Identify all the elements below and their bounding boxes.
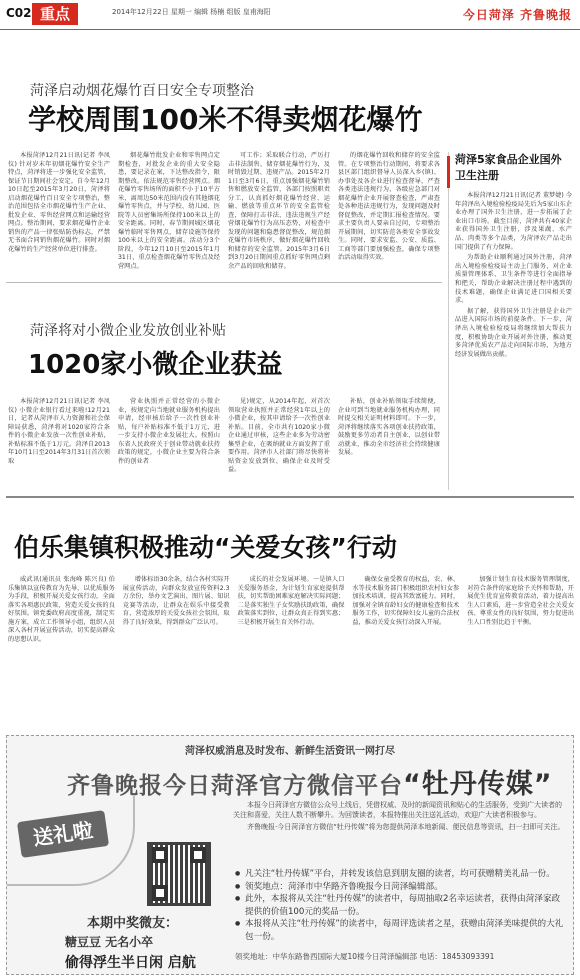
article1-col: 烟花爆竹批发企业和零售网点定期检查，对批发企业的重大安全隐患，要记录在案，下达整改指令，限期整改。依法规范零售经营网点。烟花爆竹零售场所的面积不小于10平方米，离周边50米范围内没有其他烟花爆竹零售点，并与学校、幼儿园、医院等人员密集场所保持100米以上的安全距离。同时，春节期间城区烟花爆竹临时零售网点，储存设施等保持100米以上的安全距离。活动分3个阶段，今年12月10日至2015年1月31日，重点检查烟花爆竹零售点及经营网点。 — [118, 152, 220, 270]
ad-slogan — [67, 762, 553, 801]
sidebar-story — [448, 152, 572, 490]
article3-col: 威武讯(通讯员 张海峰 陈兴良) 伯乐集镇以宣传教育为先导，以优质服务为手段，积极开展关爱女孩行动，全面落实各项惠民政策，营造关爱女孩的良好氛围。镇党委政府高度重视，制定实施方案，成立工作领导小组，组织人员深入各村开展宣传活动，切实提高群众的思想认识。 — [8, 576, 115, 643]
article2-body — [8, 398, 440, 488]
ad-bullet: ● 凡关注“牡丹传媒”平台，并转发该信息到朋友圈的读者，均可获赠精美礼品一份。 — [235, 868, 565, 881]
article2-col: 营业执照并正常经营的小微企业，按规定向当地就业服务机构提出申请，经审核后给予一次性创业补贴，每户补贴标准不低于1万元，进一步支持小微企业发展壮大。按照山东省人民政府关于创业带动就业扶持政策的规定，小微企业主要为符合条件的创业者 — [118, 398, 220, 465]
article3-headline[interactable]: 伯乐集镇积极推动“关爱女孩”行动 — [14, 533, 397, 562]
sidebar-title[interactable]: 菏泽5家食品企业国外卫生注册 — [455, 153, 562, 182]
section-tag: 重点 — [32, 3, 78, 25]
article1-col: 的烟花爆竹回收和储存的安全监管。在专项整治行动期间，将要求各县区部门组织督导人员深入乡(镇)、办事处及各企业进行检查督导，严查各类违法违规行为，各级应急部门对烟花爆竹企业开展督查检查，严肃查处各种违法违规行为，发现问题及时督促整改，并定期汇报检查情况。要求主要负责人要亲自过问，专项整治开展期间，切实防范各类安全事故发生。同时，要求安监、公安、质监、工商等部门要加强检查，确保专项整治活动取得实效。 — [338, 152, 440, 261]
sidebar-body: 本报菏泽12月21日讯(记者 董梦婕) 今年菏泽出入境检验检疫局先后为5家山东企业办理了国外卫生注册，进一步拓展了企业出口市场。截至目前，菏泽共有40家企业获得国外卫生注册，涉及果蔬、水产品、肉类等多个品类，为菏泽农产品走出国门提供了有力保障。 为帮助企业顺利通过国外注册，菏泽出入境检验检疫局主动上门服务，对企业质量管理体系、卫生条件等进行全面指导和把关，帮助企业解决注册过程中遇到的技术难题，确保企业满足进口国相关要求。 据了解，获得国外卫生注册是企业产品进入国际市场的前提条件。下一步，菏泽出入境检验检疫局将继续加大帮扶力度，积极协助企业开展对外注册，推动更多菏泽优质农产品走向国际市场，为地方经济发展做出贡献。 — [455, 192, 572, 358]
ad-bullet: ● 领奖地点：菏泽市中华路齐鲁晚报今日菏泽编辑部。 — [235, 881, 565, 894]
article3-col: 成长的社会发展环境。一是镇人口关爱服务基金，为计划生育家庭提供帮扶，切实帮助困难家庭解决实际问题；二是落实独生子女奖励扶助政策，确保政策落实到位，让群众真正得到实惠；三是积极开展生育关怀行动。 — [237, 576, 345, 626]
prize-winners — [65, 912, 233, 974]
prize-title: 本期中奖微友： — [87, 916, 179, 931]
ad-slogan-prefix: 齐鲁晚报今日菏泽官方微信平台 — [67, 773, 403, 799]
article3-col: 加强计划生育技术服务管理制度，对符合条件的家庭给予关怀和帮助，开展优生优育宣传教育活动，着力提高出生人口素质，进一步营造全社会关爱女孩、尊重女性的良好氛围，努力促进出生人口性别比趋于平衡。 — [467, 576, 574, 626]
qr-finder — [152, 885, 168, 901]
divider — [6, 496, 574, 498]
ad-description: 本报今日菏泽官方微信公众号上线后，凭借权威、及时的新闻资讯和贴心的生活服务，受到广大读者的关注和喜爱，关注人数不断攀升。为回馈读者，本报特推出关注送礼活动，欢迎广大读者积极参与。 齐鲁晚报·今日菏泽官方微信“牡丹传媒”将为您提供菏泽本地新闻、便民信息等资讯，扫一扫即可关注。 — [233, 801, 565, 831]
article3-body — [8, 576, 574, 726]
article2-col: 补贴，创业补贴领取手续简便，企业可到当地就业服务机构办理，同时提交相关证明材料即可。下一步，菏泽将继续落实各项创业扶持政策，鼓励更多劳动者自主创业，以创业带动就业，推动全市经济社会持续健康发展。 — [338, 398, 440, 456]
page-header — [0, 0, 580, 30]
ad-contact: 领奖地址：中华东路鲁西国际大厦10楼今日菏泽编辑部 电话：18453093391 — [235, 952, 495, 961]
article1-body — [8, 152, 440, 270]
ad-bullet: ● 此外，本报将从关注“牡丹传媒”的读者中，每周抽取2名幸运读者，获得由菏泽家政提供的价值100元的奖品一份。 — [235, 893, 565, 918]
page-number: C02 — [6, 6, 32, 20]
issue-meta: 2014年12月22日 星期一 编辑 杨楠 组版 皇甫海阳 — [112, 8, 271, 16]
gift-badge: 送礼啦 — [17, 810, 109, 858]
wechat-promo-ad — [6, 735, 574, 975]
qr-finder — [152, 847, 168, 863]
article2-col: 见)规定，从2014年起，对首次领取营业执照并正常经营1年以上的小微企业，按其申请给予一次性创业补贴。目前，全市共有1020家小微企业通过审核，这些企业多为劳动密集型企业，在吸纳就业方面发挥了重要作用。菏泽市人社部门将尽快将补贴资金发放到位，确保企业及时受益。 — [228, 398, 330, 473]
qr-code-icon[interactable] — [147, 842, 211, 906]
article3-col: 确保女童受教育的权益，农、林、水等技术服务部门积极组织农村妇女参加技术培训，提高其致富能力。同时，加强对全镇育龄妇女的健康检查和技术服务工作，切实保障妇女儿童的合法权益，推动关爱女孩行动深入开展。 — [352, 576, 460, 626]
ad-bullets — [235, 868, 565, 943]
ad-bullet: ● 本报将从关注“牡丹传媒”的读者中，每周评选读者之星，获赠由菏泽美味提供的大礼包一份。 — [235, 918, 565, 943]
article1-col: 可工作；采取联合行动，严厉打击非法制售、储存烟花爆竹行为，及时销毁过期、违规产品。2015年2月1日至3月6日，重点加强烟花爆竹销售和燃放安全监管，各部门按照职责分工，认真抓好烟花爆竹经营、运输、燃放等重点环节的安全监管检查，保障打击非法、违法违规生产经营烟花爆竹行为高压态势，对检查中发现的问题和隐患督促整改，规范烟花爆竹市场秩序，做好烟花爆竹回收和储存的安全监管。2015年3月6日到3月20日期间重点抓好零售网点剩余产品的回收和储存。 — [228, 152, 330, 270]
ad-topline: 菏泽权威消息及时发布、新鲜生活资讯一网打尽 — [185, 746, 395, 757]
article2-kicker: 菏泽将对小微企业发放创业补贴 — [30, 323, 226, 339]
newspaper-logo: 今日菏泽 齐鲁晚报 — [462, 8, 572, 22]
article2-col: 本报菏泽12月21日讯(记者 李凤仪) 小微企业银行看过来啦!12月21日，记者从菏泽市人力资源和社会保障局获悉，菏泽将对1020家符合条件的小微企业发放一次性创业补贴，补贴标准不低于1万元。菏泽自2013年10月1日至2014年3月31日首次领取 — [8, 398, 110, 465]
qr-finder — [190, 847, 206, 863]
prize-winner-line: 偷得浮生半日闲 启航 — [65, 955, 196, 971]
prize-winner-line: 糖豆豆 无名小卒 — [65, 935, 154, 949]
sidebar-accent-bar — [447, 156, 450, 188]
divider — [6, 282, 442, 283]
article3-col: 增体标语30余条，结合各村实际开展宣传活动，向群众发放宣传资料2.3万余份，举办文艺演出、图片展、知识竞赛等活动，让群众在娱乐中接受教育，营造浓厚的关爱女孩社会氛围，取得了良好效果，得到群众广泛认可。 — [122, 576, 230, 626]
article2-headline[interactable]: 1020家小微企业获益 — [28, 350, 283, 380]
ad-brand-name: “牡丹传媒” — [403, 769, 553, 800]
article1-kicker: 菏泽启动烟花爆竹百日安全专项整治 — [30, 83, 254, 99]
article1-col: 本报菏泽12月21日讯(记者 李凤仪) 针对岁末年初烟花爆竹安全生产特点，菏泽将进一步强化安全监管，保证节日期间社会安定。自今年12月10日起至2015年3月20日，菏泽将启动烟花爆竹百日安全专项整治，整治范围包括全市烟花爆竹生产企业、批发企业、零售经营网点和运输经营网点。整治期间，要求烟花爆竹企业销售的产品一律张贴防伪标志，严禁无书面合同销售烟花爆竹。同时对烟花爆竹的生产经营单位进行排查。 — [8, 152, 110, 253]
article1-headline[interactable]: 学校周围100米不得卖烟花爆竹 — [28, 103, 423, 136]
